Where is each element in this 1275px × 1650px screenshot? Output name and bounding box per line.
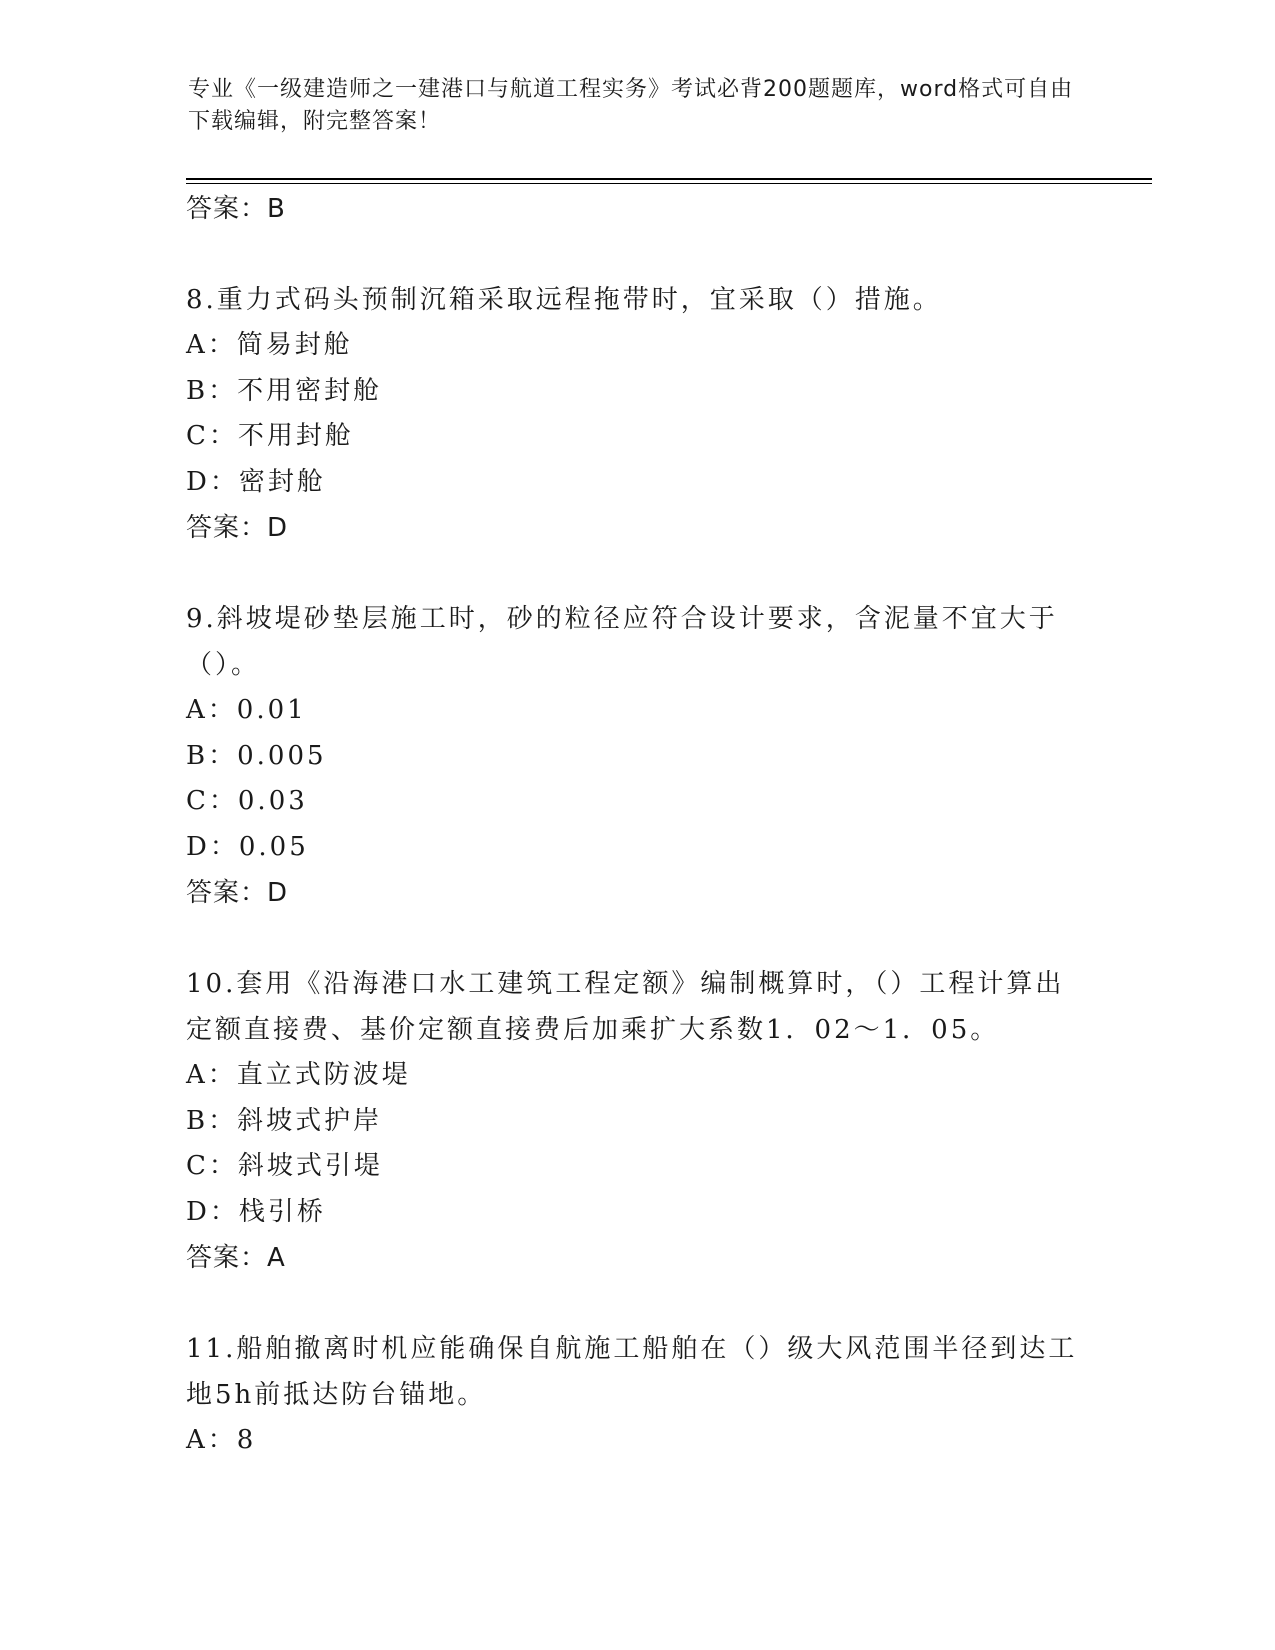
document-header: 专业《一级建造师之一建港口与航道工程实务》考试必背200题题库，word格式可自由下载编辑，附完整答案！ <box>188 77 1074 134</box>
option-d: D：密封舱 <box>186 466 326 497</box>
question-content <box>186 186 1086 1464</box>
option-b: B：斜坡式护岸 <box>186 1105 383 1136</box>
question-text: 11.船舶撤离时机应能确保自航施工船舶在（）级大风范围半径到达工地5h前抵达防台锚地。 <box>186 1334 1078 1410</box>
option-c: C：斜坡式引堤 <box>186 1151 383 1181</box>
option-b: B：0.005 <box>186 740 327 771</box>
header-rule-thick <box>186 178 1152 180</box>
option-a: A：直立式防波堤 <box>186 1060 411 1090</box>
question-text: 8.重力式码头预制沉箱采取远程拖带时，宜采取（）措施。 <box>186 285 942 315</box>
answer-line: 答案：A <box>186 1243 286 1273</box>
header-rule-thin <box>186 183 1152 184</box>
question-text: 9.斜坡堤砂垫层施工时，砂的粒径应符合设计要求，含泥量不宜大于（）。 <box>186 604 1058 680</box>
option-b: B：不用密封舱 <box>186 375 383 406</box>
answer-line: 答案：D <box>186 513 289 543</box>
option-d: D：栈引桥 <box>186 1196 326 1227</box>
question-text: 10.套用《沿海港口水工建筑工程定额》编制概算时，（）工程计算出定额直接费、基价定额直接费后加乘扩大系数1．02～1．05。 <box>186 969 1065 1045</box>
option-d: D：0.05 <box>186 831 309 862</box>
option-a: A：0.01 <box>186 695 307 725</box>
answer-line: 答案：D <box>186 878 289 908</box>
option-a: A：简易封舱 <box>186 330 353 360</box>
option-a: A：8 <box>186 1425 257 1455</box>
option-c: C：不用封舱 <box>186 421 354 451</box>
answer-line: 答案：B <box>186 194 286 224</box>
option-c: C：0.03 <box>186 786 308 816</box>
